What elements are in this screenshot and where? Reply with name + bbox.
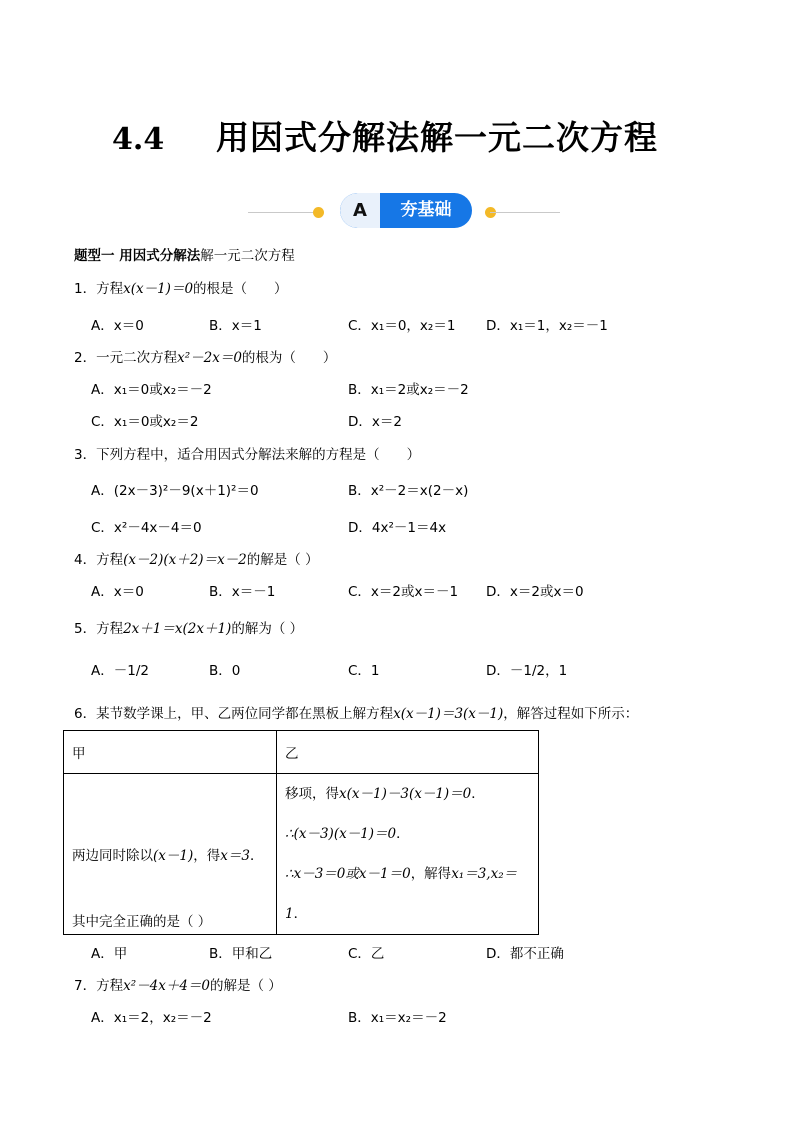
level-label: 夯基础 xyxy=(400,200,452,220)
q2-option-b: B．x₁＝2或x₂＝－2 xyxy=(348,382,469,398)
yi-line-3-math: x₁＝3,x₂＝1 xyxy=(285,866,518,922)
page-title: 用因式分解法解一元二次方程 xyxy=(216,118,658,157)
yi-line-1: 移项，得x(x－1)－3(x－1)＝0． xyxy=(285,786,485,802)
q2-stem-post: 的根为（ ） xyxy=(241,350,337,366)
q4-option-d: D．x＝2或x＝0 xyxy=(486,584,584,600)
q7-stem-pre: 7．方程 xyxy=(74,978,124,994)
question-6 xyxy=(74,702,638,722)
q6-option-d: D．都不正确 xyxy=(486,946,564,962)
question-4 xyxy=(74,548,319,568)
q2-stem-math: x²－2x＝0 xyxy=(177,350,242,366)
q7-stem-math: x²－4x＋4＝0 xyxy=(123,978,210,994)
q6-stem-pre: 6．某节数学课上，甲、乙两位同学都在黑板上解方程 xyxy=(74,706,394,722)
table-header-yi: 乙 xyxy=(277,731,539,774)
question-5 xyxy=(74,617,303,637)
banner-right-line xyxy=(490,212,560,213)
jia-math: (x－1) xyxy=(153,848,194,864)
q5-stem-math: 2x＋1＝x(2x＋1) xyxy=(123,621,232,637)
section-heading-bold: 题型一 用因式分解法 xyxy=(74,248,201,264)
q4-stem-post: 的解是（ ） xyxy=(246,552,319,568)
q5-stem-pre: 5．方程 xyxy=(74,621,124,637)
table-cell-yi xyxy=(277,774,539,935)
q1-stem-pre: 1．方程 xyxy=(74,281,124,297)
q3-option-a: A．(2x－3)²－9(x＋1)²＝0 xyxy=(91,483,259,499)
solution-table xyxy=(63,730,539,935)
yi-line-3: ∴x－3＝0或x－1＝0，解得x₁＝3,x₂＝1． xyxy=(285,866,518,922)
q2-option-d: D．x＝2 xyxy=(348,414,402,430)
jia-text-pre: 两边同时除以 xyxy=(72,848,153,864)
q4-stem-pre: 4．方程 xyxy=(74,552,124,568)
q4-option-a: A．x＝0 xyxy=(91,584,144,600)
q6-option-c: C．乙 xyxy=(348,946,385,962)
q3-option-d: D．4x²－1＝4x xyxy=(348,520,447,536)
yi-line-2: ∴(x－3)(x－1)＝0． xyxy=(285,826,410,842)
q7-stem-post: 的解是（ ） xyxy=(210,978,282,994)
q3-option-b: B．x²－2＝x(2－x) xyxy=(348,483,469,499)
level-letter: A xyxy=(340,193,380,228)
jia-result: x＝3 xyxy=(220,848,250,864)
q4-stem-math: (x－2)(x＋2)＝x－2 xyxy=(123,552,247,568)
q4-option-c: C．x＝2或x＝－1 xyxy=(348,584,459,600)
q5-option-b: B．0 xyxy=(209,663,241,679)
section-number: 4.4 xyxy=(112,122,165,157)
q3-option-c: C．x²－4x－4＝0 xyxy=(91,520,202,536)
jia-text-post: ，得 xyxy=(193,848,221,864)
q3-stem-pre: 3．下列方程中，适合用因式分解法来解的方程是（ ） xyxy=(74,447,421,463)
q6-stem-post: ，解答过程如下所示： xyxy=(503,706,639,722)
question-2 xyxy=(74,346,336,366)
section-heading-light: 解一元二次方程 xyxy=(200,248,295,264)
q7-option-b: B．x₁＝x₂＝－2 xyxy=(348,1010,447,1026)
question-1 xyxy=(74,277,288,297)
section-heading xyxy=(74,244,295,264)
q5-option-a: A．－1/2 xyxy=(91,663,149,679)
yi-line-1-math: x(x－1)－3(x－1)＝0 xyxy=(339,786,472,802)
table-header-jia: 甲 xyxy=(64,731,277,774)
question-7 xyxy=(74,974,282,994)
q6-option-a: A．甲 xyxy=(91,946,128,962)
q6-option-b: B．甲和乙 xyxy=(209,946,273,962)
yi-line-1-pre: 移项，得 xyxy=(285,786,339,802)
q1-stem-math: x(x－1)＝0 xyxy=(123,281,194,297)
q2-stem-pre: 2．一元二次方程 xyxy=(74,350,178,366)
table-cell-jia: 两边同时除以(x－1)，得x＝3． xyxy=(64,774,277,935)
q6-followup: 其中完全正确的是（ ） xyxy=(72,914,212,930)
q5-stem-post: 的解为（ ） xyxy=(231,621,304,637)
q1-option-c: C．x₁＝0，x₂＝1 xyxy=(348,318,456,334)
banner-left-dot xyxy=(313,207,324,218)
banner-left-line xyxy=(248,212,318,213)
level-badge xyxy=(340,193,472,228)
q6-stem-math: x(x－1)＝3(x－1) xyxy=(393,706,504,722)
q5-option-d: D．－1/2，1 xyxy=(486,663,568,679)
yi-line-2-math: ∴(x－3)(x－1)＝0 xyxy=(285,826,397,842)
q5-option-c: C．1 xyxy=(348,663,380,679)
q7-option-a: A．x₁＝2，x₂＝－2 xyxy=(91,1010,212,1026)
q1-stem-post: 的根是（ ） xyxy=(193,281,288,297)
q2-option-a: A．x₁＝0或x₂＝－2 xyxy=(91,382,212,398)
q4-option-b: B．x＝－1 xyxy=(209,584,276,600)
yi-line-3-pre: ∴x－3＝0或x－1＝0 xyxy=(285,866,411,882)
q1-option-b: B．x＝1 xyxy=(209,318,262,334)
yi-line-3-mid: ，解得 xyxy=(410,866,452,882)
q2-option-c: C．x₁＝0或x₂＝2 xyxy=(91,414,199,430)
question-3 xyxy=(74,443,420,463)
q1-option-d: D．x₁＝1，x₂＝－1 xyxy=(486,318,608,334)
q1-option-a: A．x＝0 xyxy=(91,318,144,334)
